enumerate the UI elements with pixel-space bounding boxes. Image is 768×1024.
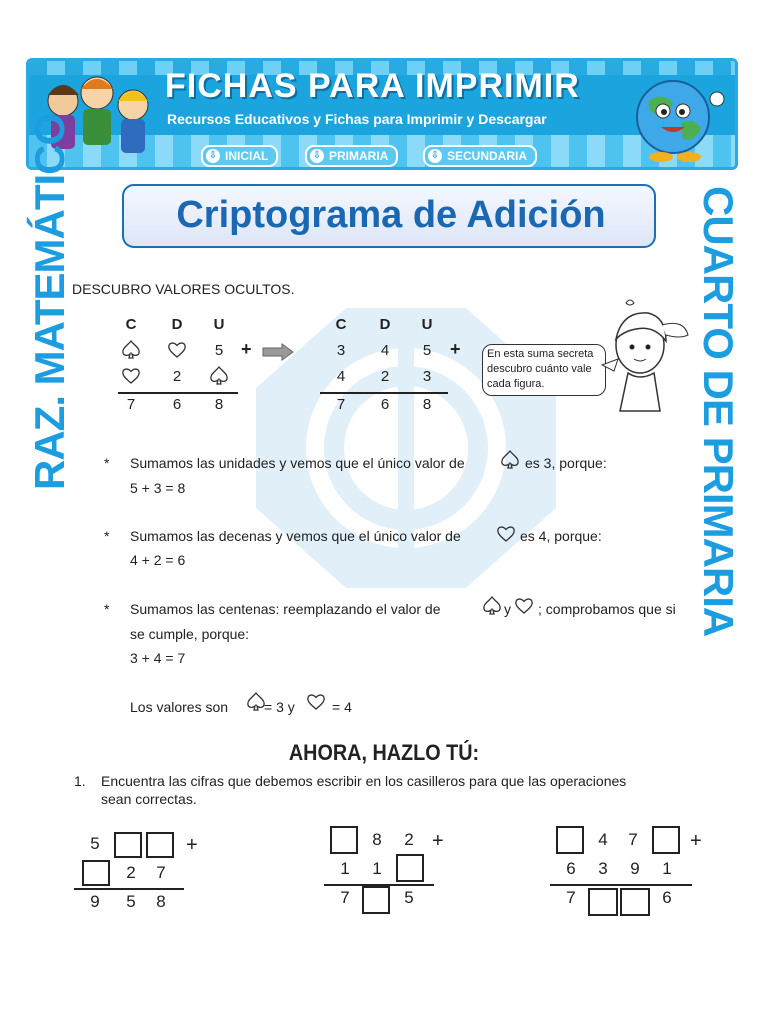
- digit: 6: [380, 396, 390, 413]
- digit: 7: [156, 863, 166, 882]
- answer-box[interactable]: [396, 854, 424, 882]
- digit: 6: [172, 396, 182, 413]
- spade-icon: [121, 340, 141, 360]
- step2-text-b: es 4, porque:: [520, 528, 602, 544]
- heart-icon: [496, 524, 516, 544]
- digit: 8: [372, 830, 382, 849]
- speech-bubble: [482, 344, 606, 396]
- step1-equation: 5 + 3 = 8: [130, 480, 186, 496]
- digit: 8: [214, 396, 224, 413]
- solved-addition: [328, 316, 478, 416]
- digit: 8: [156, 892, 166, 911]
- heart-icon: [306, 692, 326, 712]
- spade-icon: [500, 450, 520, 470]
- problem-2: [330, 824, 460, 916]
- step3-text-a: Sumamos las centenas: reemplazando el valor de: [130, 601, 441, 617]
- banner-title: FICHAS PARA IMPRIMIR: [165, 67, 580, 105]
- header-u: U: [213, 316, 225, 333]
- answer-box[interactable]: [146, 832, 174, 858]
- practice-heading: AHORA, HAZLO TÚ:: [288, 740, 480, 765]
- digit: 2: [126, 863, 136, 882]
- digit: 2: [172, 368, 182, 385]
- plus-sign: +: [241, 339, 252, 359]
- heart-icon: [514, 596, 534, 616]
- speech-text: En esta suma secreta descubro cuánto vale cada figura.: [487, 348, 594, 390]
- digit: 7: [126, 396, 136, 413]
- digit: 5: [90, 834, 100, 853]
- nav-secundaria[interactable]: [423, 145, 537, 167]
- sum-line: [320, 392, 448, 394]
- digit: 8: [422, 396, 432, 413]
- digit: 9: [630, 859, 640, 878]
- digit: 2: [380, 368, 390, 385]
- digit: 7: [336, 396, 346, 413]
- digit: 5: [214, 342, 224, 359]
- digit: 7: [566, 888, 576, 907]
- problem-3: [554, 824, 724, 918]
- digit: 7: [340, 888, 350, 907]
- nav-primaria[interactable]: [305, 145, 398, 167]
- nav-label: SECUNDARIA: [447, 149, 528, 163]
- answer-box[interactable]: [362, 886, 390, 914]
- values-text-b: = 3 y: [264, 699, 295, 715]
- heart-icon: [121, 366, 141, 386]
- step2-equation: 4 + 2 = 6: [130, 552, 186, 568]
- digit: 3: [598, 859, 608, 878]
- step3-text-b: ; comprobamos que si: [538, 601, 676, 617]
- digit: 4: [336, 368, 346, 385]
- girl-illustration: [600, 295, 692, 415]
- intro-text: DESCUBRO VALORES OCULTOS.: [72, 281, 295, 297]
- banner-subtitle: Recursos Educativos y Fichas para Imprimir y Descargar: [167, 111, 547, 127]
- answer-box[interactable]: [556, 826, 584, 854]
- digit: 4: [380, 342, 390, 359]
- answer-box[interactable]: [588, 888, 618, 916]
- digit: 5: [404, 888, 414, 907]
- bullet: *: [104, 601, 110, 617]
- header-u: U: [421, 316, 433, 333]
- download-icon: ⇩: [428, 149, 442, 163]
- nav-label: INICIAL: [225, 149, 269, 163]
- step3-y: y: [504, 601, 511, 617]
- header-d: D: [171, 316, 183, 333]
- digit: 4: [598, 830, 608, 849]
- download-icon: ⇩: [310, 149, 324, 163]
- answer-box[interactable]: [620, 888, 650, 916]
- digit: 1: [372, 859, 382, 878]
- digit: 1: [340, 859, 350, 878]
- header-banner: [26, 58, 738, 170]
- digit: 3: [336, 342, 346, 359]
- arrow-right-icon: [262, 343, 294, 361]
- values-text-c: = 4: [332, 699, 352, 715]
- step1-text-b: es 3, porque:: [525, 455, 607, 471]
- page-title: Criptograma de Adición: [176, 194, 606, 236]
- spade-icon: [209, 366, 229, 386]
- header-c: C: [125, 316, 137, 333]
- step1-text-a: Sumamos las unidades y vemos que el único valor de: [130, 455, 465, 471]
- answer-box[interactable]: [652, 826, 680, 854]
- sum-line: [550, 884, 692, 886]
- header-d: D: [379, 316, 391, 333]
- title-box: [122, 184, 656, 248]
- globe-mascot: [623, 71, 727, 167]
- digit: 5: [126, 892, 136, 911]
- sum-line: [118, 392, 238, 394]
- digit: 3: [422, 368, 432, 385]
- step3-text-c: se cumple, porque:: [130, 626, 250, 642]
- values-text-a: Los valores son: [130, 699, 229, 715]
- digit: 5: [422, 342, 432, 359]
- plus-sign: +: [432, 830, 444, 852]
- answer-box[interactable]: [114, 832, 142, 858]
- side-grade: CUARTO DE PRIMARIA: [695, 186, 742, 637]
- digit: 7: [628, 830, 638, 849]
- nav-label: PRIMARIA: [329, 149, 389, 163]
- bullet: *: [104, 528, 110, 544]
- digit: 6: [662, 888, 672, 907]
- practice-number: 1.: [74, 773, 86, 789]
- plus-sign: +: [450, 339, 461, 359]
- spade-icon: [482, 596, 502, 616]
- step2-text-a: Sumamos las decenas y vemos que el único valor de: [130, 528, 461, 544]
- plus-sign: +: [186, 834, 198, 856]
- sum-line: [74, 888, 184, 890]
- instruction-line1: Encuentra las cifras que debemos escribir en los casilleros para que las operaciones: [101, 773, 627, 789]
- step3-equation: 3 + 4 = 7: [130, 650, 186, 666]
- download-icon: ⇩: [206, 149, 220, 163]
- heart-icon: [167, 340, 187, 360]
- plus-sign: +: [690, 830, 702, 852]
- digit: 2: [404, 830, 414, 849]
- spade-icon: [246, 692, 266, 712]
- encrypted-addition: [118, 316, 268, 416]
- header-c: C: [335, 316, 347, 333]
- digit: 9: [90, 892, 100, 911]
- side-subject: RAZ. MATEMÁTICO: [26, 113, 73, 490]
- answer-box[interactable]: [330, 826, 358, 854]
- instruction-line2: sean correctas.: [101, 791, 197, 807]
- problem-1: [80, 826, 220, 916]
- answer-box[interactable]: [82, 860, 110, 886]
- bullet: *: [104, 455, 110, 471]
- nav-inicial[interactable]: [201, 145, 278, 167]
- digit: 1: [662, 859, 672, 878]
- digit: 6: [566, 859, 576, 878]
